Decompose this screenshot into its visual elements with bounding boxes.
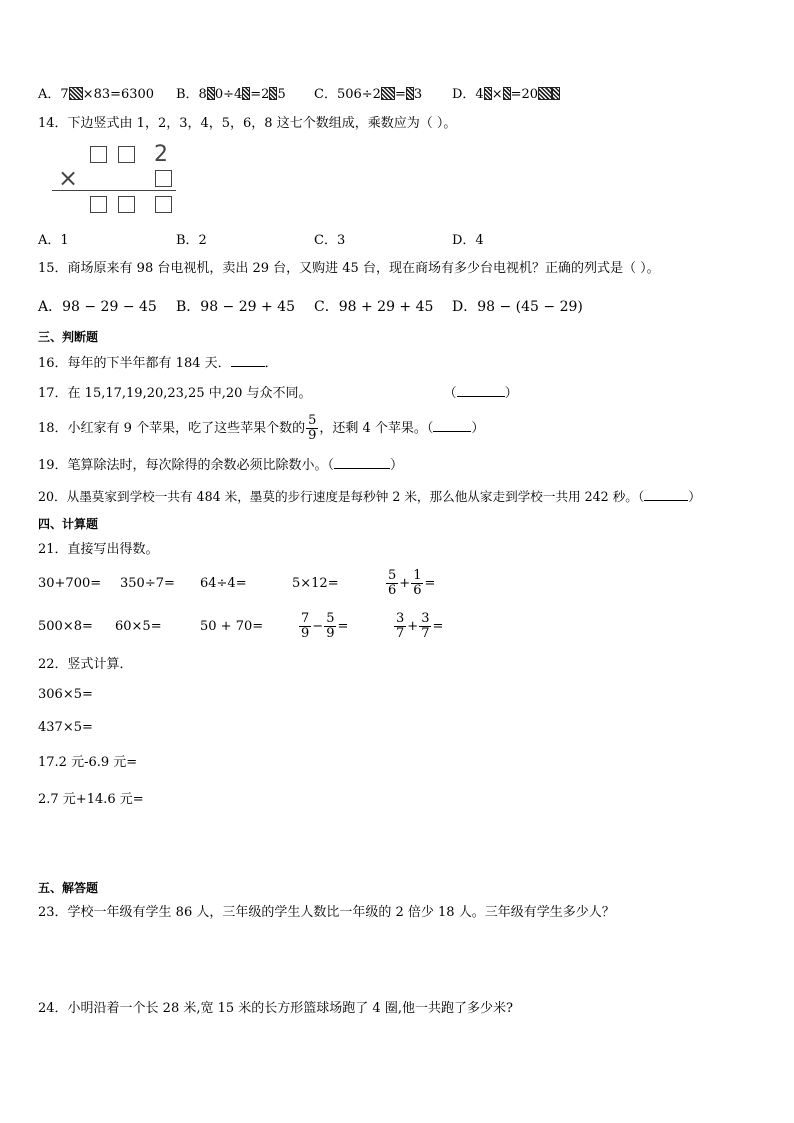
figure-digit: 2 (154, 142, 168, 167)
figure-line (52, 190, 176, 191)
digit-box (118, 146, 135, 163)
q15-option-a: A．98 − 29 − 45 (38, 299, 157, 315)
q14-option-c: C．3 (314, 233, 346, 248)
numerator: 5 (388, 568, 397, 583)
q18-paren-right: ） (471, 421, 485, 436)
q14-option-d: D．4 (452, 233, 484, 248)
q14-text: 14．下边竖式由 1，2，3，4，5，6，8 这七个数组成，乘数应为（ ）。 (38, 116, 457, 131)
section-heading-judgement: 三、判断题 (38, 330, 99, 344)
vertical-calc-item: 2.7 元+14.6 元= (38, 792, 144, 807)
obscured-digit (503, 87, 511, 100)
fraction (394, 612, 406, 641)
obscured-digit (69, 87, 83, 100)
fraction-expression (393, 609, 443, 645)
answer-blank[interactable] (644, 500, 688, 501)
fraction (411, 569, 423, 598)
equals: = (337, 619, 349, 634)
q13-option-d: D．4 × =20 (452, 83, 560, 102)
q20-text: 20．从墨莫家到学校一共有 484 米，墨莫的步行速度是每秒钟 2 米，那么他从家走到学校一共用 242 秒。（ (38, 489, 645, 504)
digit-box (155, 170, 172, 187)
fraction-expression (385, 566, 435, 602)
calc-item: 64÷4= (200, 576, 247, 591)
q21-text: 21．直接写出得数。 (38, 542, 159, 557)
q15-option-b: B．98 − 29 + 45 (176, 299, 295, 315)
numerator: 3 (396, 611, 405, 626)
section-heading-calculation: 四、计算题 (38, 517, 99, 531)
vertical-multiplication-figure (52, 142, 182, 218)
q17-text: 17．在 15,17,19,20,23,25 中,20 与众不同。 (38, 386, 312, 401)
denominator: 7 (421, 626, 430, 641)
digit-box (90, 196, 107, 213)
q16-text: 16．每年的下半年都有 184 天． (38, 356, 231, 371)
q16 (38, 355, 278, 373)
q24-text: 24．小明沿着一个长 28 米,宽 15 米的长方形篮球场跑了 4 圈,他一共跑了多少米? (38, 1001, 513, 1016)
denominator: 7 (396, 626, 405, 641)
vertical-calc-item: 306×5= (38, 687, 93, 702)
operator: + (407, 619, 419, 634)
numerator: 5 (326, 611, 335, 626)
answer-blank[interactable] (433, 431, 471, 432)
calc-item: 500×8= (38, 619, 93, 634)
numerator: 7 (301, 611, 310, 626)
q19 (38, 457, 403, 475)
vertical-calc-item: 17.2 元-6.9 元= (38, 755, 138, 770)
denominator: 6 (413, 583, 422, 598)
equals: = (432, 619, 444, 634)
operator: + (399, 576, 411, 591)
numerator: 5 (308, 413, 317, 428)
obscured-digit (406, 87, 414, 100)
digit-box (118, 196, 135, 213)
obscured-digit (381, 87, 395, 100)
q13-option-b: B．8 0÷4 =2 5 (176, 87, 286, 102)
section-heading-word-problems: 五、解答题 (38, 881, 99, 895)
vertical-calc-item: 437×5= (38, 720, 93, 735)
q18-text: 18．小红家有 9 个苹果，吃了这些苹果个数的 (38, 421, 306, 436)
answer-blank[interactable] (334, 468, 390, 469)
q16-post: ． (264, 356, 278, 371)
answer-blank[interactable] (231, 366, 265, 367)
q13-option-c: C．506÷2 = 3 (314, 87, 423, 102)
fraction (419, 612, 431, 641)
q14-option-b: B．2 (176, 233, 207, 248)
calc-item: 5×12= (292, 576, 339, 591)
obscured-digit (552, 87, 560, 100)
q19-text: 19．笔算除法时，每次除得的余数必须比除数小。（ (38, 458, 335, 473)
q17-paren-right: ） (504, 386, 518, 401)
q22-text: 22．竖式计算． (38, 657, 133, 672)
q15-text: 15．商场原来有 98 台电视机，卖出 29 台，又购进 45 台，现在商场有多少台电视机？正确的列式是（ ）。 (38, 261, 660, 276)
operator: − (312, 619, 324, 634)
fraction (386, 569, 398, 598)
fraction-expression (298, 609, 348, 645)
q15-option-c: C．98 + 29 + 45 (314, 299, 434, 315)
calc-item: 30+700= (38, 576, 102, 591)
q18-text-post: ，还剩 4 个苹果。（ (319, 421, 434, 436)
denominator: 9 (301, 626, 310, 641)
q17 (38, 385, 518, 403)
denominator: 6 (388, 583, 397, 598)
q20-paren-right: ） (688, 489, 701, 504)
obscured-digit (538, 87, 552, 100)
q18 (38, 412, 484, 446)
denominator: 9 (308, 428, 317, 443)
calc-item: 350÷7= (120, 576, 175, 591)
q13-option-a: A．7 ×83=6300 (38, 87, 155, 102)
q19-paren-right: ） (390, 458, 404, 473)
q20 (38, 488, 701, 506)
fraction (306, 414, 318, 443)
denominator: 9 (326, 626, 335, 641)
answer-blank[interactable] (457, 396, 505, 397)
numerator: 3 (421, 611, 430, 626)
q15-option-d: D．98 − (45 − 29) (452, 299, 583, 315)
calc-item: 60×5= (115, 619, 162, 634)
times-sign: × (58, 164, 79, 192)
fraction (299, 612, 311, 641)
obscured-digit (484, 87, 492, 100)
q14-option-a: A．1 (38, 233, 69, 248)
obscured-digit (207, 87, 215, 100)
fraction (324, 612, 336, 641)
numerator: 1 (413, 568, 422, 583)
calc-item: 50 + 70= (200, 619, 264, 634)
digit-box (155, 196, 172, 213)
digit-box (90, 146, 107, 163)
q17-paren-left: （ (443, 386, 457, 401)
equals: = (424, 576, 436, 591)
q23-text: 23．学校一年级有学生 86 人，三年级的学生人数比一年级的 2 倍少 18 人。三年级有学生多少人？ (38, 905, 615, 920)
